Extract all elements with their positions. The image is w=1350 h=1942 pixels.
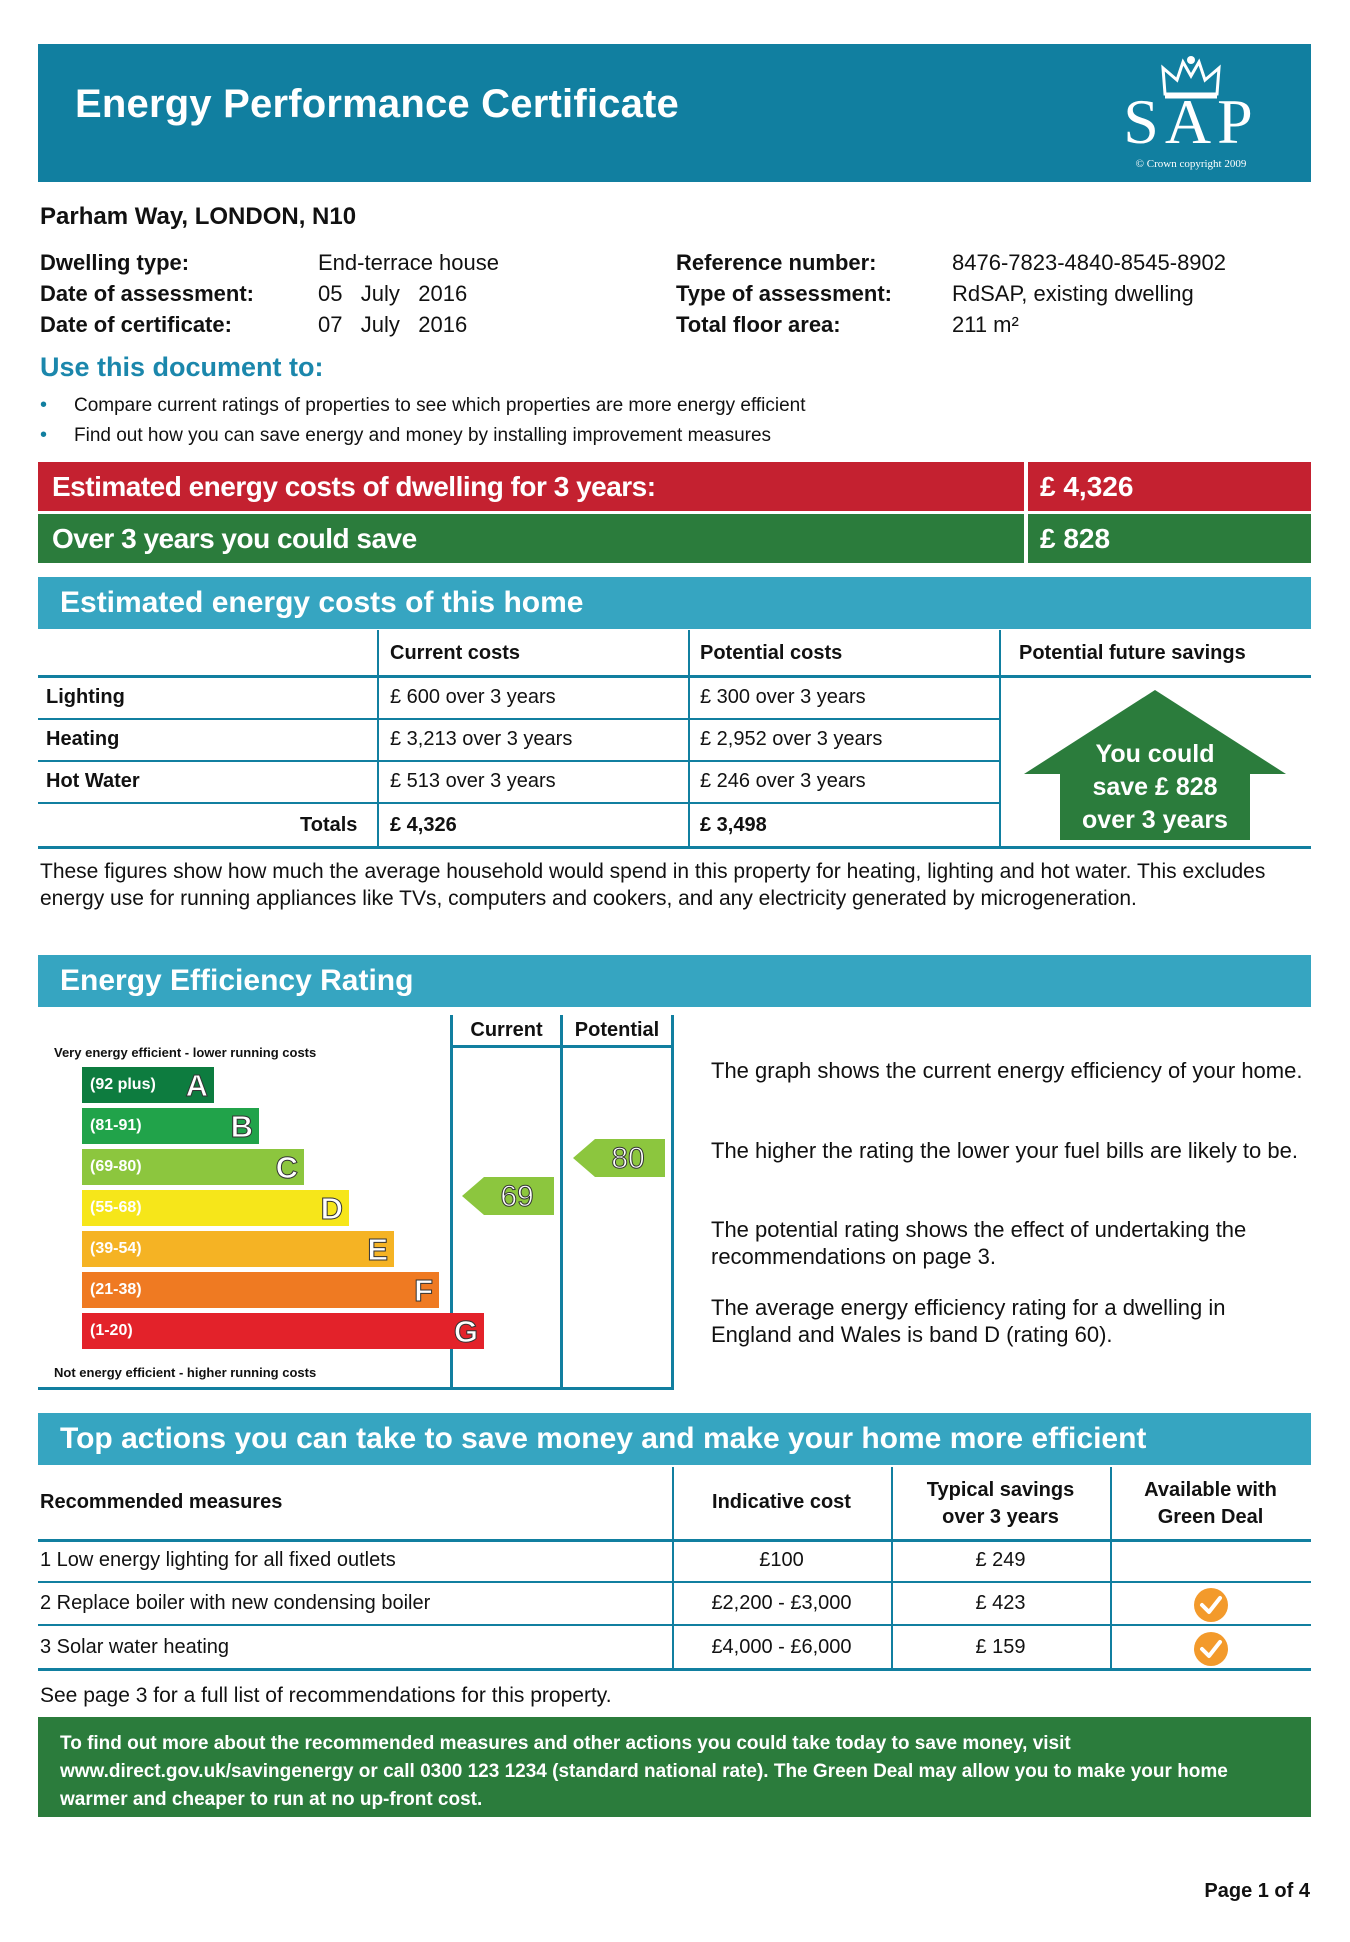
heating-potential-cost: £ 2,952 over 3 years bbox=[700, 728, 883, 750]
savings-house-badge bbox=[1020, 688, 1290, 842]
measure-2-cost: £2,200 - £3,000 bbox=[711, 1592, 852, 1614]
estimated-cost-label: Estimated energy costs of dwelling for 3 years: bbox=[52, 471, 656, 502]
savings-house-line-3: over 3 years bbox=[1082, 806, 1228, 834]
page-number: Page 1 of 4 bbox=[1204, 1880, 1310, 1902]
rating-band-range: (55-68) bbox=[90, 1199, 142, 1216]
green-deal-info-box: To find out more about the recommended measures and other actions you could take today to save money, visit www.direct.gov.uk/savingenergy or call 0300 123 1234 (standard national rate). The Green Deal may allow you to make your home warmer and cheaper to run at no up-front cost. bbox=[38, 1717, 1311, 1817]
see-page-note: See page 3 for a full list of recommendations for this property. bbox=[40, 1684, 612, 1707]
totals-potential: £ 3,498 bbox=[700, 814, 767, 836]
green-deal-check-icon bbox=[1193, 1631, 1229, 1667]
totals-current: £ 4,326 bbox=[390, 814, 457, 836]
current-rating-arrow bbox=[462, 1177, 554, 1215]
rating-band-c bbox=[82, 1149, 304, 1185]
rating-band-letter: F bbox=[414, 1273, 433, 1308]
heating-current-cost: £ 3,213 over 3 years bbox=[390, 728, 573, 750]
rating-band-e bbox=[82, 1231, 394, 1267]
measure-1-cost: £100 bbox=[759, 1549, 804, 1571]
potential-rating-value: 80 bbox=[611, 1142, 645, 1175]
costs-note: These figures show how much the average household would spend in this property for heating, lighting and hot water. This excludes energy use for running appliances like TVs, computers and cookers, and any electricity generated by microgeneration. bbox=[40, 860, 1266, 910]
measure-3: 3 Solar water heating bbox=[40, 1636, 230, 1658]
rating-chart bbox=[38, 1015, 678, 1390]
potential-saving-bar bbox=[38, 514, 1311, 563]
row-heating-label: Heating bbox=[46, 728, 120, 750]
hot-water-current-cost: £ 513 over 3 years bbox=[390, 770, 556, 792]
column-header-current: Current costs bbox=[390, 642, 521, 664]
floor-area-value: 211 m² bbox=[952, 312, 1019, 337]
bullet-icon: • bbox=[40, 424, 48, 446]
column-header-potential: Potential costs bbox=[700, 642, 843, 664]
rating-band-letter: B bbox=[230, 1109, 253, 1144]
savings-house-line-2: save £ 828 bbox=[1092, 773, 1218, 801]
rating-band-letter: G bbox=[453, 1314, 478, 1349]
reference-label: Reference number: bbox=[676, 250, 877, 275]
measure-3-savings: £ 159 bbox=[975, 1636, 1026, 1658]
costs-section-header: Estimated energy costs of this home bbox=[38, 577, 1311, 629]
measure-2-savings: £ 423 bbox=[975, 1592, 1026, 1614]
lighting-potential-cost: £ 300 over 3 years bbox=[700, 686, 866, 708]
row-lighting-label: Lighting bbox=[46, 686, 125, 708]
rating-band-letter: E bbox=[367, 1232, 388, 1267]
rating-band-a bbox=[82, 1067, 214, 1103]
rating-band-range: (69-80) bbox=[90, 1158, 142, 1175]
measure-3-cost: £4,000 - £6,000 bbox=[711, 1636, 852, 1658]
floor-area-label: Total floor area: bbox=[676, 312, 841, 337]
rating-band-range: (21-38) bbox=[90, 1281, 142, 1298]
potential-saving-label: Over 3 years you could save bbox=[52, 523, 417, 554]
measure-2: 2 Replace boiler with new condensing boiler bbox=[40, 1592, 431, 1614]
measure-1-savings: £ 249 bbox=[975, 1549, 1026, 1571]
certificate-date-value: 07 July 2016 bbox=[318, 312, 468, 337]
actions-section-header: Top actions you can take to save money and make your home more efficient bbox=[38, 1413, 1311, 1465]
certificate-header bbox=[38, 44, 1311, 182]
row-hot-water-label: Hot Water bbox=[46, 770, 140, 792]
actions-col-savings: Typical savings over 3 years bbox=[926, 1479, 1075, 1528]
estimated-cost-value: £ 4,326 bbox=[1040, 471, 1134, 502]
rating-band-range: (81-91) bbox=[90, 1117, 142, 1134]
measure-1: 1 Low energy lighting for all fixed outlets bbox=[40, 1549, 396, 1571]
current-rating-value: 69 bbox=[500, 1179, 534, 1213]
rating-paragraph-2: The higher the rating the lower your fuel bills are likely to be. bbox=[711, 1138, 1298, 1163]
rating-potential-header: Potential bbox=[574, 1019, 660, 1041]
rating-band-range: (92 plus) bbox=[90, 1076, 156, 1093]
actions-table bbox=[38, 1467, 1311, 1672]
costs-table bbox=[38, 630, 1311, 850]
dwelling-type-label: Dwelling type: bbox=[40, 250, 190, 275]
use-document-heading: Use this document to: bbox=[40, 352, 324, 382]
actions-col-cost: Indicative cost bbox=[712, 1491, 851, 1513]
assessment-type-label: Type of assessment: bbox=[676, 281, 893, 306]
rating-band-letter: C bbox=[275, 1150, 298, 1185]
rating-bottom-note: Not energy efficient - higher running costs bbox=[54, 1365, 317, 1380]
rating-paragraph-3: The potential rating shows the effect of undertaking the recommendations on page 3. bbox=[711, 1217, 1247, 1269]
certificate-date-label: Date of certificate: bbox=[40, 312, 232, 337]
rating-band-range: (1-20) bbox=[90, 1322, 133, 1339]
rating-band-f bbox=[82, 1272, 439, 1308]
rating-top-note: Very energy efficient - lower running costs bbox=[54, 1045, 317, 1060]
hot-water-potential-cost: £ 246 over 3 years bbox=[700, 770, 866, 792]
rating-section-header: Energy Efficiency Rating bbox=[38, 955, 1311, 1007]
rating-band-letter: A bbox=[185, 1068, 208, 1103]
sap-letters: SAP bbox=[1123, 86, 1259, 157]
assessment-date-value: 05 July 2016 bbox=[318, 281, 468, 306]
rating-band-g bbox=[82, 1313, 484, 1349]
rating-paragraph-1: The graph shows the current energy efficiency of your home. bbox=[711, 1058, 1303, 1083]
bullet-icon: • bbox=[40, 394, 48, 416]
green-deal-check-icon bbox=[1193, 1587, 1229, 1623]
rating-current-header: Current bbox=[470, 1019, 543, 1041]
assessment-date-label: Date of assessment: bbox=[40, 281, 254, 306]
rating-band-b bbox=[82, 1108, 259, 1144]
rating-band-letter: D bbox=[320, 1191, 343, 1226]
rating-paragraph-4: The average energy efficiency rating for a dwelling in England and Wales is band D (rating 60). bbox=[711, 1295, 1226, 1347]
actions-col-green-deal: Available with Green Deal bbox=[1144, 1479, 1277, 1528]
sap-logo bbox=[1101, 50, 1281, 172]
savings-house-line-1: You could bbox=[1095, 740, 1215, 768]
assessment-type-value: RdSAP, existing dwelling bbox=[952, 281, 1194, 306]
rating-band-d bbox=[82, 1190, 349, 1226]
potential-rating-arrow bbox=[573, 1139, 665, 1177]
bullet-item: • Find out how you can save energy and money by installing improvement measures bbox=[40, 424, 772, 446]
property-address: Parham Way, LONDON, N10 bbox=[40, 203, 357, 230]
phone-number: 0300 123 1234 bbox=[420, 1761, 547, 1782]
crown-copyright: © Crown copyright 2009 bbox=[1135, 158, 1247, 170]
potential-saving-value: £ 828 bbox=[1040, 523, 1111, 554]
rating-band-range: (39-54) bbox=[90, 1240, 142, 1257]
actions-col-measures: Recommended measures bbox=[40, 1491, 283, 1513]
totals-label: Totals bbox=[300, 814, 358, 836]
page-title: Energy Performance Certificate bbox=[75, 82, 680, 126]
savingenergy-link[interactable]: www.direct.gov.uk/savingenergy bbox=[60, 1761, 354, 1782]
lighting-current-cost: £ 600 over 3 years bbox=[390, 686, 556, 708]
column-header-savings: Potential future savings bbox=[1019, 642, 1246, 664]
bullet-item: • Compare current ratings of properties to see which properties are more energy efficient bbox=[40, 394, 806, 416]
reference-value: 8476-7823-4840-8545-8902 bbox=[952, 250, 1227, 275]
estimated-cost-bar bbox=[38, 462, 1311, 511]
dwelling-type-value: End-terrace house bbox=[318, 250, 499, 275]
